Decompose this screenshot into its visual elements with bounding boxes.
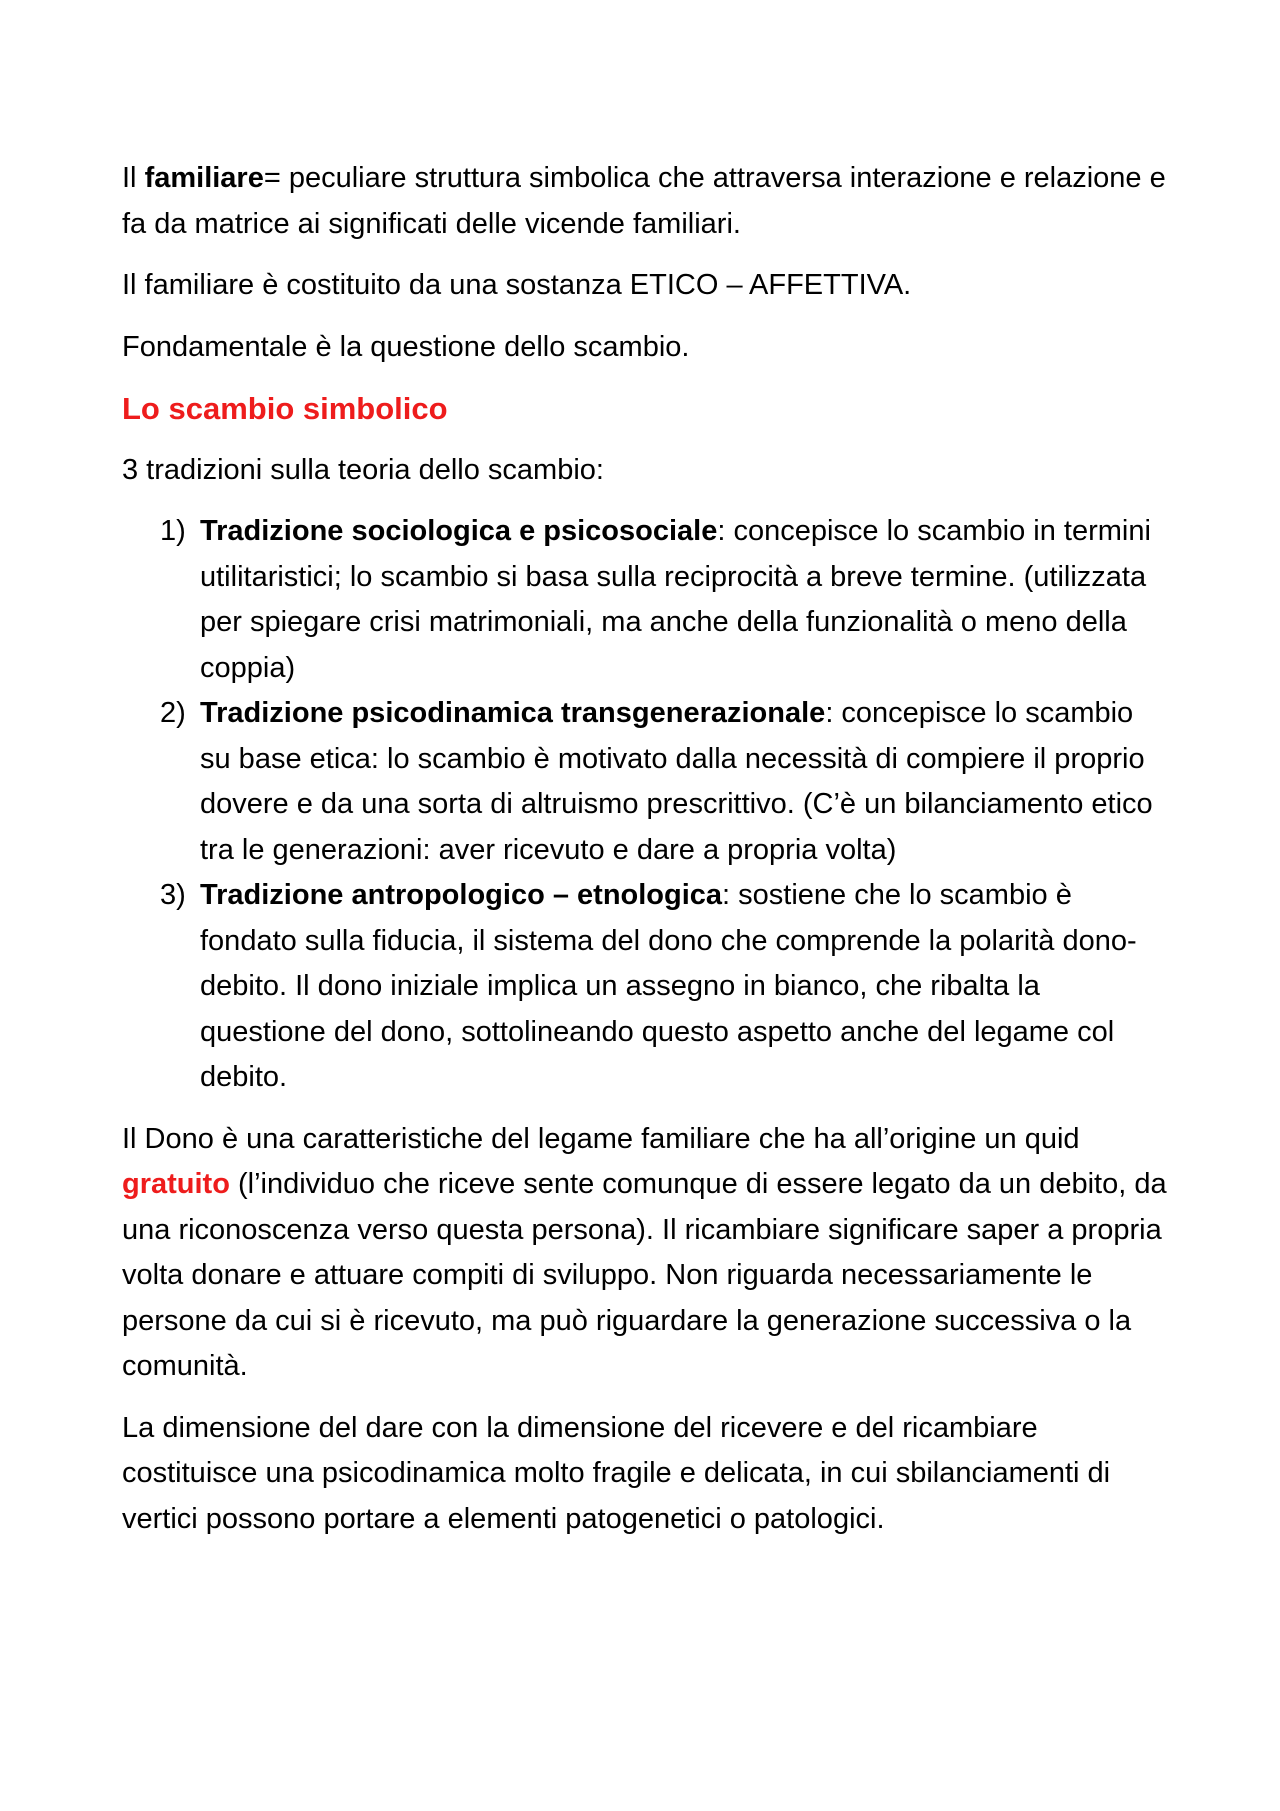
- intro-prefix: Il: [122, 162, 145, 194]
- list-intro: 3 tradizioni sulla teoria dello scambio:: [122, 453, 604, 486]
- tradition-text: : concepisce lo scambio su base etica: lo scambio è motivato dalla necessità di compiere il proprio dovere e da una sorta di altruismo prescrittivo. (C’è un bilanciamento etico tra le generazioni: aver ricevuto e dare a propria volta): [200, 697, 1153, 866]
- intro-paragraph-sostanza: Il familiare è costituito da una sostanza ETICO – AFFETTIVA.: [122, 269, 912, 301]
- intro-paragraph-scambio: Fondamentale è la questione dello scambio.: [122, 330, 690, 363]
- dono-paragraph: [122, 1117, 1170, 1390]
- tradition-title: Tradizione psicodinamica transgenerazionale: [200, 697, 826, 729]
- list-number: 2): [160, 697, 186, 729]
- list-item-tradition-3: [160, 873, 1170, 1101]
- tradition-title: Tradizione antropologico – etnologica: [200, 879, 723, 911]
- section-heading-scambio-simbolico: Lo scambio simbolico: [122, 391, 448, 426]
- tradition-title: Tradizione sociologica e psicosociale: [200, 515, 718, 547]
- list-number: 1): [160, 515, 186, 547]
- list-item-tradition-1: [160, 509, 1170, 691]
- term-familiare: familiare: [144, 162, 264, 194]
- closing-paragraph: La dimensione del dare con la dimensione del ricevere e del ricambiare costituisce una psicodinamica molto fragile e delicata, in cui sbilanciamenti di vertici possono portare a elementi patogenetici o patologici.: [122, 1411, 1111, 1535]
- highlight-gratuito: gratuito: [122, 1168, 230, 1200]
- traditions-list: [122, 509, 1170, 1101]
- tradition-text: : concepisce lo scambio in termini utilitaristici; lo scambio si basa sulla reciprocità a breve termine. (utilizzata per spiegare crisi matrimoniali, ma anche della funzionalità o meno della coppia): [200, 515, 1151, 684]
- intro-paragraph-familiare: [122, 156, 1170, 247]
- tradition-text: : sostiene che lo scambio è fondato sulla fiducia, il sistema del dono che comprende la polarità dono-debito. Il dono iniziale implica un assegno in bianco, che ribalta la questione del dono, sottolineando questo aspetto anche del legame col debito.: [200, 879, 1137, 1093]
- list-item-tradition-2: [160, 691, 1170, 873]
- list-number: 3): [160, 879, 186, 911]
- dono-before: Il Dono è una caratteristiche del legame familiare che ha all’origine un quid: [122, 1122, 1080, 1155]
- intro-definition: = peculiare struttura simbolica che attraversa interazione e relazione e fa da matrice ai significati delle vicende familiari.: [122, 162, 1166, 240]
- dono-after: (l’individuo che riceve sente comunque di essere legato da un debito, da una riconoscenza verso questa persona). Il ricambiare significare saper a propria volta donare e attuare compiti di sviluppo. Non riguarda necessariamente le persone da cui si è ricevuto, ma può riguardare la generazione successiva o la comunità.: [122, 1168, 1167, 1382]
